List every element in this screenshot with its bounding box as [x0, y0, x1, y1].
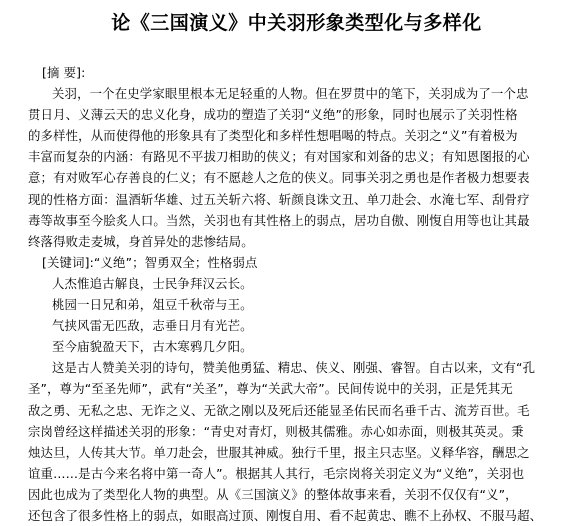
abstract-label: [摘 要]: — [42, 65, 86, 80]
body-line: 因此也成为了类型化人物的典型。从《三国演义》的整体故事来看，关羽不仅仅有“义”， — [28, 486, 518, 502]
poem-line: 至今庙貌盈天下，古木寒鸦几夕阳。 — [52, 339, 253, 355]
poem-line: 桃园一日兄和弟，俎豆千秋帝与王。 — [52, 297, 253, 313]
abstract-line: 现的性格方面：温酒斩华雄、过五关斩六将、斩颜良诛文丑、单刀赴会、水淹七军、刮骨疗 — [28, 191, 530, 207]
document-title: 论《三国演义》中关羽形象类型化与多样化 — [111, 12, 482, 34]
body-line: 烛达旦，人传其大节。单刀赴会，世服其神威。独行千里，报主只志坚。义释华容，酬思之 — [28, 444, 530, 460]
abstract-line: 丰富而复杂的内涵：有路见不平拔刀相助的侠义；有对国家和刘备的忠义；有知恩图报的心 — [28, 149, 530, 165]
poem-line: 人杰惟追古解良，士民争拜汉云长。 — [52, 275, 253, 291]
abstract-line: 意；有对败军心存善良的仁义；有不愿趁人之危的侠义。同事关羽之勇也是作者极力想要表 — [28, 170, 530, 186]
body-line: 谊重……是古今来名将中第一奇人”。根据其人其行，毛宗岗将关羽定义为“义绝”，关羽也 — [28, 465, 525, 481]
abstract-line: 终落得败走麦城，身首异处的悲惨结局。 — [28, 233, 254, 249]
poem-line: 气挟风雷无匹敌，志垂日月有光芒。 — [52, 318, 253, 334]
abstract-line: 贯日月、义薄云天的忠义化身，成功的塑造了关羽“义绝”的形象，同时也展示了关羽性格 — [28, 107, 518, 123]
document-body — [28, 62, 565, 526]
body-line: 敌之勇、无私之忠、无诈之义、无欲之刚以及死后还能显圣佑民而名垂千古、流芳百世。毛 — [28, 402, 530, 418]
body-line: 还包含了很多性格上的弱点，如眼高过顶、刚愎自用、看不起黄忠、瞧不上孙权、不服马超、 — [28, 507, 543, 523]
body-line: 宗岗曾经这样描述关羽的形象：“青史对青灯，则极其儒雅。赤心如赤面，则极其英灵。秉 — [28, 423, 524, 439]
body-line: 圣”，尊为“至圣先师”，武有“关圣”，尊为“关武大帝”。民间传说中的关羽，正是凭其无 — [28, 381, 513, 397]
abstract-line: 毒等故事至今脍炙人口。当然，关羽也有其性格上的弱点，居功自傲、刚愎自用等也让其最 — [28, 212, 530, 228]
abstract-line: 关羽，一个在史学家眼里根本无足轻重的人物。但在罗贯中的笔下，关羽成为了一个忠 — [52, 86, 529, 102]
title-spacer — [28, 38, 565, 62]
body-line: 这是古人赞美关羽的诗句，赞美他勇猛、精忠、侠义、刚强、睿智。自古以来，文有“孔 — [52, 360, 536, 376]
abstract-line: 的多样性，从而使得他的形象具有了类型化和多样性想唱喝的特点。关羽之“义”有着极为 — [28, 128, 518, 144]
keywords-line: [关键词]:“义绝”；智勇双全；性格弱点 — [42, 254, 258, 270]
